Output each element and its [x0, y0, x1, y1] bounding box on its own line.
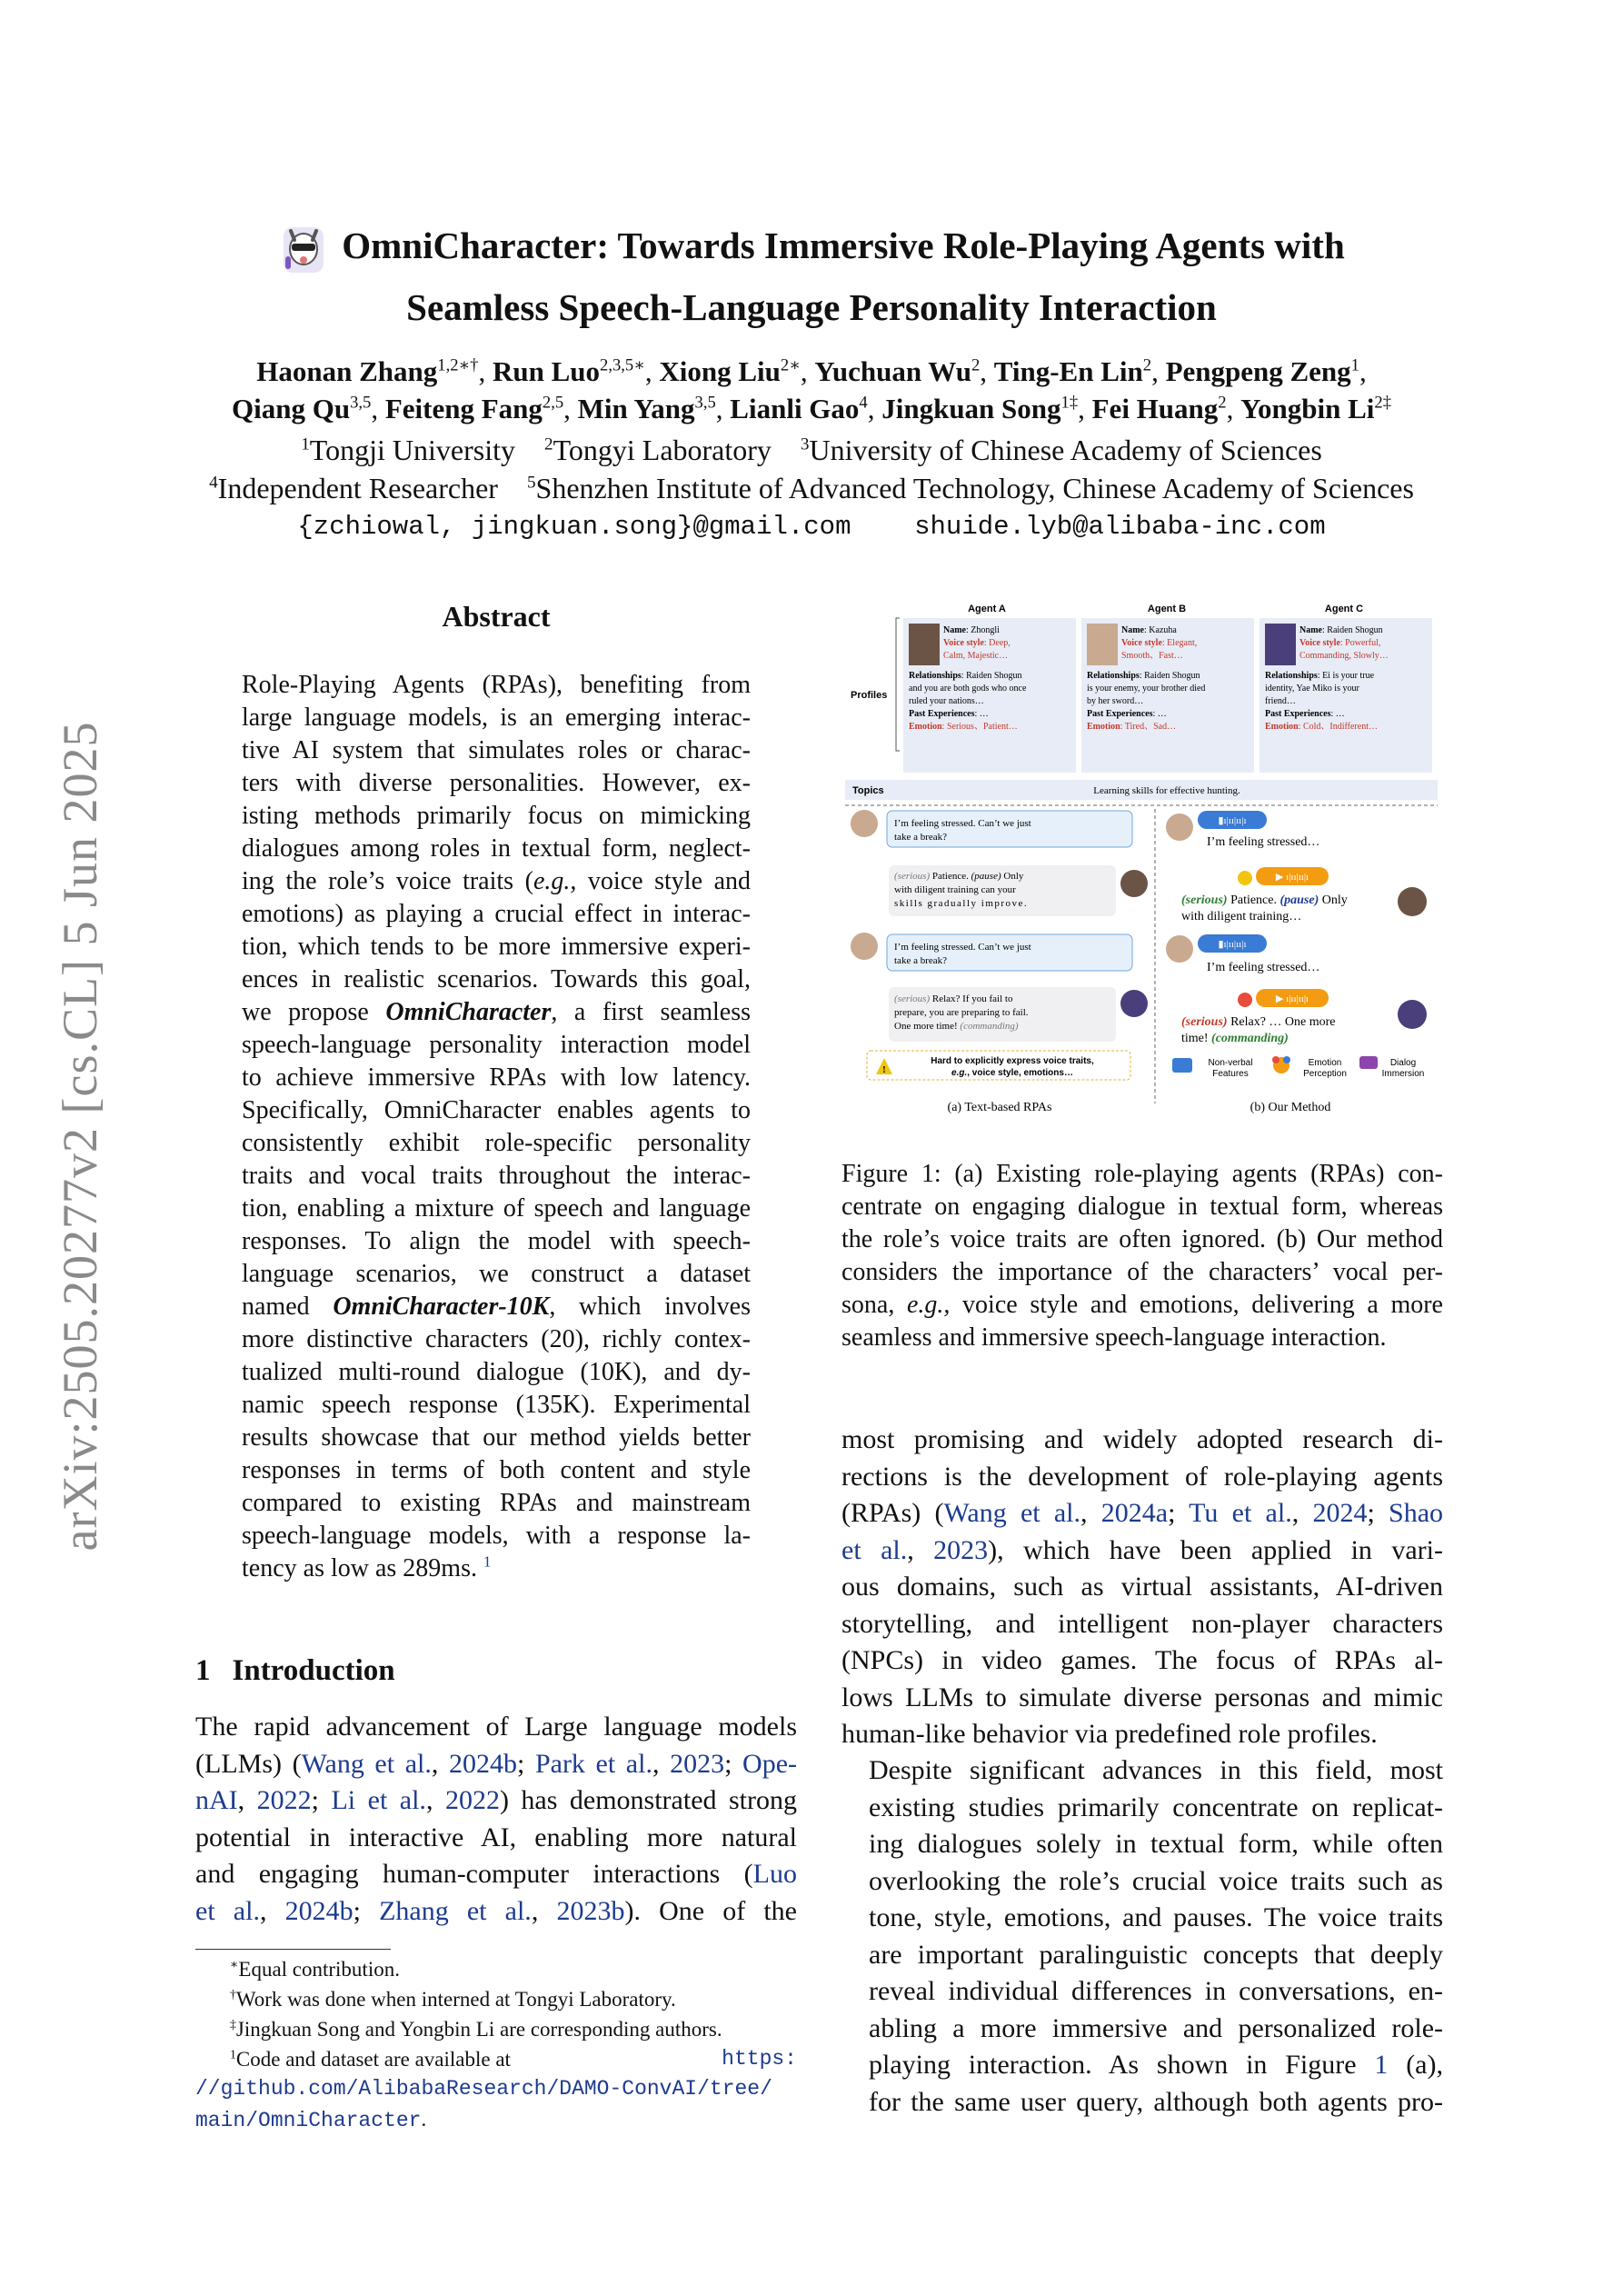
text-line: responses in terms of both content and style — [242, 1456, 751, 1484]
affiliation-number: 4 — [209, 473, 218, 493]
author-affiliation-mark: 2 — [971, 355, 981, 375]
footnote-ref-1[interactable]: 1 — [483, 1552, 492, 1571]
text-line: named OmniCharacter-10K, which involves — [242, 1293, 751, 1321]
text-line: considers the importance of the characters’ vocal per- — [841, 1258, 1443, 1286]
subfigure-b-caption: (b) Our Method — [1250, 1101, 1331, 1114]
agent-a-avatar-dialog — [1398, 887, 1427, 916]
svg-text:▮ı|ıı|ıı|ı: ▮ı|ıı|ıı|ı — [1218, 815, 1247, 826]
text-line: ters with diverse personalities. However, ex- — [242, 769, 751, 797]
svg-text:is your enemy, your brother di: is your enemy, your brother died — [1087, 684, 1206, 694]
svg-text:I’m feeling stressed. Can’t we: I’m feeling stressed. Can’t we just — [894, 818, 1031, 829]
svg-text:I’m feeling stressed. Can’t we: I’m feeling stressed. Can’t we just — [894, 942, 1031, 953]
non-verbal-icon — [1172, 1058, 1192, 1073]
author-name: Pengpeng Zeng — [1165, 355, 1351, 387]
profiles-label: Profiles — [851, 690, 888, 701]
title-line-2: Seamless Speech-Language Personality Interaction — [406, 285, 1217, 328]
svg-text:I’m feeling stressed…: I’m feeling stressed… — [1207, 835, 1320, 849]
text-line: tion, which tends to be more immersive experi- — [242, 933, 751, 961]
author-affiliation-mark: 2,3,5∗ — [600, 355, 645, 375]
svg-text:Perception: Perception — [1303, 1069, 1347, 1079]
text-line: and engaging human-computer interactions (Luo — [195, 1859, 797, 1889]
svg-text:!: ! — [882, 1064, 886, 1075]
text-line: tone, style, emotions, and pauses. The voice traits — [869, 1902, 1443, 1932]
text-line: large language models, is an emerging interac- — [242, 704, 751, 732]
figure-caption — [841, 1158, 1443, 1354]
footnotes — [195, 1954, 797, 2136]
svg-text:Name: Raiden Shogun: Name: Raiden Shogun — [1299, 625, 1383, 635]
section-number: 1 — [195, 1654, 211, 1687]
svg-text:Smooth、Fast…: Smooth、Fast… — [1121, 651, 1183, 661]
affiliation-name: Independent Researcher — [217, 472, 498, 504]
left-dialog — [851, 810, 1148, 1080]
author-affiliation-mark: 3,5 — [350, 393, 372, 413]
section-title: Introduction — [232, 1654, 395, 1687]
text-line: ences in realistic scenarios. Towards this goal, — [242, 965, 751, 993]
user-avatar — [1166, 814, 1193, 841]
svg-text:ruled your nations…: ruled your nations… — [909, 696, 984, 706]
text-line: more distinctive characters (20), richly contex- — [242, 1325, 751, 1353]
agent-b-avatar — [1087, 624, 1118, 665]
svg-text:Relationships: Raiden Shogun: Relationships: Raiden Shogun — [909, 671, 1022, 681]
author-affiliation-mark: 4 — [859, 393, 868, 413]
affiliation-number: 1 — [301, 434, 310, 454]
text-line: to achieve immersive RPAs with low latency. — [242, 1063, 751, 1092]
author-name: Xiong Liu — [659, 355, 781, 387]
svg-text:Non-verbal: Non-verbal — [1208, 1058, 1253, 1068]
svg-text:Emotion: Cold、Indifferent…: Emotion: Cold、Indifferent… — [1265, 722, 1378, 732]
text-line: are important paralinguistic concepts that deeply — [869, 1939, 1443, 1970]
author-affiliation-mark: 2 — [1218, 393, 1227, 413]
svg-text:by her sword…: by her sword… — [1087, 696, 1144, 706]
footnote-equal: ∗Equal contribution. — [230, 1957, 400, 1981]
agent-b-profile — [1081, 618, 1254, 773]
intro-right-paragraph-1 — [841, 1422, 1443, 1753]
svg-text:Voice style: Deep,: Voice style: Deep, — [943, 638, 1011, 648]
text-line: nAI, 2022; Li et al., 2022) has demonstrated strong — [195, 1785, 798, 1815]
svg-text:identity, Yae Miko is your: identity, Yae Miko is your — [1265, 684, 1359, 694]
footnote-corresponding: ‡Jingkuan Song and Yongbin Li are corresponding authors. — [230, 2017, 722, 2041]
footnote-code: $^1$Code and dataset are available at https: — [195, 2044, 797, 2074]
svg-text:Name: Zhongli: Name: Zhongli — [943, 625, 1000, 635]
author-affiliation-mark: 2‡ — [1374, 393, 1391, 413]
svg-text:with diligent training can you: with diligent training can your — [894, 884, 1016, 895]
author-name: Run Luo — [492, 355, 601, 387]
agent-c-profile — [1260, 618, 1432, 773]
user-avatar — [851, 810, 878, 837]
text-line: we propose OmniCharacter, a first seamless — [242, 998, 752, 1026]
svg-text:Voice style: Powerful,: Voice style: Powerful, — [1299, 638, 1381, 648]
text-line: playing interaction. As shown in Figure 1 (a), — [869, 2050, 1443, 2080]
text-line: reveal individual differences in conversations, en- — [869, 1976, 1443, 2006]
affiliation-name: Tongji University — [309, 434, 515, 466]
text-line: speech-language personality interaction model — [242, 1031, 751, 1059]
agent-c-header: Agent C — [1324, 604, 1364, 614]
svg-text:Commanding, Slowly…: Commanding, Slowly… — [1299, 651, 1389, 661]
text-line: ing dialogues solely in textual form, while often — [869, 1829, 1443, 1859]
text-line: Figure 1: (a) Existing role-playing agents (RPAs) con- — [841, 1160, 1443, 1188]
code-link-part-3[interactable]: main/OmniCharacter — [195, 2109, 422, 2132]
svg-text:Past Experiences: …: Past Experiences: … — [1087, 709, 1167, 719]
svg-text:Past Experiences: …: Past Experiences: … — [1265, 709, 1345, 719]
author-affiliation-mark: 1‡ — [1060, 393, 1079, 413]
intro-right-paragraph-2 — [841, 1752, 1443, 2121]
affiliation-name: Shenzhen Institute of Advanced Technology, Chinese Academy of Sciences — [535, 472, 1414, 504]
text-line: for the same user query, although both agents pro- — [869, 2086, 1443, 2117]
text-line: tency as low as 289ms. $^1$ — [242, 1552, 492, 1582]
email-line — [0, 509, 1623, 545]
text-line: results showcase that our method yields better — [242, 1423, 751, 1452]
user-avatar — [1166, 935, 1193, 963]
svg-text:Name: Kazuha: Name: Kazuha — [1121, 625, 1177, 635]
affiliation-line-2 — [0, 469, 1623, 507]
footnote-intern: †Work was done when interned at Tongyi Laboratory. — [230, 1987, 676, 2011]
text-line: storytelling, and intelligent non-player characters — [841, 1608, 1443, 1639]
llama-mascot-icon — [278, 222, 329, 278]
title-line-1: OmniCharacter: Towards Immersive Role-Playing Agents with — [342, 225, 1345, 266]
author-name: Yuchuan Wu — [814, 355, 971, 387]
intro-left-column — [195, 1709, 797, 1930]
author-affiliation-mark: 2∗ — [780, 355, 801, 375]
text-line: ous domains, such as virtual assistants, AI-driven — [841, 1572, 1443, 1602]
svg-text:I’m feeling stressed…: I’m feeling stressed… — [1207, 961, 1320, 974]
section-heading-introduction — [195, 1654, 395, 1688]
user-avatar — [851, 933, 878, 960]
agent-b-header: Agent B — [1147, 604, 1187, 614]
author-name: Yongbin Li — [1240, 393, 1375, 424]
text-line: (LLMs) (Wang et al., 2024b; Park et al., 2023; Ope- — [195, 1748, 798, 1779]
text-line: potential in interactive AI, enabling more natural — [195, 1822, 797, 1852]
svg-text:(serious) Relax? If you fail t: (serious) Relax? If you fail to — [894, 993, 1013, 1004]
svg-text:Hard to explicitly express voi: Hard to explicitly express voice traits, — [931, 1056, 1094, 1066]
author-name: Haonan Zhang — [256, 355, 438, 387]
affiliation-number: 2 — [543, 434, 553, 454]
figure-1 — [841, 594, 1441, 1140]
text-line: responses. To align the model with speech- — [242, 1227, 751, 1255]
author-name: Feiteng Fang — [384, 393, 543, 424]
svg-text:prepare, you are preparing to: prepare, you are preparing to fail. — [894, 1007, 1029, 1018]
text-line: existing studies primarily concentrate on replicat- — [869, 1792, 1443, 1822]
svg-text:Features: Features — [1212, 1069, 1249, 1079]
svg-text:Voice style: Elegant,: Voice style: Elegant, — [1121, 638, 1198, 648]
svg-text:Emotion: Emotion — [1308, 1058, 1342, 1068]
author-name: Lianli Gao — [730, 393, 860, 424]
svg-text:skills gradually improve.: skills gradually improve. — [894, 898, 1029, 909]
topics-label: Topics — [852, 785, 884, 796]
text-line: centrate on engaging dialogue in textual form, whereas — [841, 1193, 1443, 1221]
text-line: rections is the development of role-playing agents — [841, 1461, 1443, 1492]
svg-text:time! (commanding): time! (commanding) — [1181, 1032, 1289, 1045]
text-line: human-like behavior via predefined role profiles. — [841, 1719, 1378, 1749]
svg-text:e.g., voice style, emotions…: e.g., voice style, emotions… — [951, 1068, 1073, 1078]
svg-text:Emotion: Serious、Patient…: Emotion: Serious、Patient… — [909, 722, 1018, 732]
affiliation-name: University of Chinese Academy of Sciences — [809, 434, 1322, 466]
text-line: The rapid advancement of Large language models — [195, 1712, 797, 1742]
affiliation-number: 3 — [800, 434, 810, 454]
svg-text:(serious) Relax? … One more: (serious) Relax? … One more — [1181, 1015, 1336, 1029]
text-line: tion, enabling a mixture of speech and language — [242, 1194, 751, 1223]
text-line: tive AI system that simulates roles or charac- — [242, 736, 751, 764]
author-affiliation-mark: 1,2∗† — [437, 355, 479, 375]
svg-text:Past Experiences: …: Past Experiences: … — [909, 709, 989, 719]
code-link-part-2[interactable]: //github.com/AlibabaResearch/DAMO-ConvAI/tree/ — [195, 2077, 772, 2101]
text-line: lows LLMs to simulate diverse personas and mimic — [841, 1682, 1443, 1712]
email-2: shuide.lyb@alibaba-inc.com — [914, 512, 1326, 542]
agent-a-profile — [903, 618, 1076, 773]
abstract-body — [242, 669, 751, 1585]
text-line: consistently exhibit role-specific personality — [242, 1129, 751, 1157]
svg-text:Emotion: Tired、Sad…: Emotion: Tired、Sad… — [1087, 722, 1177, 732]
code-link-part-3-line: main/OmniCharacter. — [195, 2108, 427, 2132]
svg-text:Relationships: Raiden Shogun: Relationships: Raiden Shogun — [1087, 671, 1200, 681]
dialog-immersion-icon — [1359, 1056, 1378, 1069]
text-line: namic speech response (135K). Experimental — [242, 1391, 751, 1419]
emotion-face-icon — [1238, 871, 1252, 885]
right-dialog — [1166, 811, 1427, 1079]
text-line: et al., 2023), which have been applied in vari- — [841, 1534, 1443, 1565]
footnote-divider — [195, 1949, 391, 1950]
text-line: abling a more immersive and personalized role- — [869, 2012, 1443, 2043]
svg-text:and you are both gods who once: and you are both gods who once — [909, 684, 1027, 694]
author-affiliation-mark: 2 — [1142, 355, 1152, 375]
svg-text:Dialog: Dialog — [1389, 1058, 1417, 1068]
text-line: overlooking the role’s crucial voice traits such as — [869, 1865, 1443, 1896]
text-line: ing the role’s voice traits (e.g., voice style and — [242, 867, 751, 895]
text-line: traits and vocal traits throughout the interac- — [242, 1162, 751, 1190]
text-line: Role-Playing Agents (RPAs), benefiting from — [242, 671, 751, 699]
code-link-part-1[interactable]: https: — [722, 2047, 797, 2071]
svg-text:One more time! (commanding): One more time! (commanding) — [894, 1021, 1019, 1032]
agent-a-avatar-dialog — [1120, 870, 1148, 897]
svg-text:(serious) Patience. (pause) On: (serious) Patience. (pause) Only — [1181, 893, 1348, 907]
text-line: tualized multi-round dialogue (10K), and dy- — [242, 1358, 751, 1386]
topic-text: Learning skills for effective hunting. — [1093, 785, 1240, 796]
affiliation-line-1 — [0, 431, 1623, 469]
text-line: Despite significant advances in this field, most — [869, 1755, 1443, 1785]
text-line: dialogues among roles in textual form, neglect- — [242, 834, 751, 863]
svg-text:Relationships: Ei is your true: Relationships: Ei is your true — [1265, 671, 1375, 681]
email-1: {zchiowal, jingkuan.song}@gmail.com — [297, 512, 851, 542]
author-affiliation-mark: 2,5 — [542, 393, 564, 413]
abstract-heading: Abstract — [442, 600, 551, 633]
text-line: sona, e.g., voice style and emotions, delivering a more — [841, 1291, 1443, 1319]
author-name: Jingkuan Song — [881, 393, 1061, 424]
agent-a-header: Agent A — [968, 604, 1006, 614]
text-line: isting methods primarily focus on mimicking — [242, 802, 751, 830]
author-affiliation-mark: 3,5 — [694, 393, 716, 413]
svg-text:with diligent training…: with diligent training… — [1181, 910, 1302, 923]
text-line: emotions) as playing a crucial effect in interac- — [242, 900, 751, 928]
text-line: seamless and immersive speech-language interaction. — [841, 1323, 1387, 1352]
svg-text:friend…: friend… — [1265, 696, 1296, 706]
subfigure-a-caption: (a) Text-based RPAs — [947, 1101, 1052, 1114]
emotion-face-icon — [1238, 993, 1252, 1007]
author-affiliation-mark: 1 — [1350, 355, 1359, 375]
author-name: Ting-En Lin — [993, 355, 1143, 387]
author-name: Min Yang — [577, 393, 695, 424]
author-line-2: Qiang Qu$^{3,5}$, Feiteng Fang$^{2,5}$, Min Yang$^{3,5}$, Lianli Gao$^4$, Jingkuan Song$^{1\ddagger}$, Fei Huang$^2$, Yongbin $Li^{2\ddagger}$ — [232, 393, 1391, 424]
svg-text:▶ ı|ıı|ıı|ı: ▶ ı|ıı|ıı|ı — [1275, 872, 1309, 883]
text-line: the role’s voice traits are often ignored. (b) Our method — [841, 1225, 1443, 1253]
svg-text:▮ı|ıı|ıı|ı: ▮ı|ıı|ıı|ı — [1218, 939, 1247, 950]
agent-c-avatar-dialog — [1398, 1000, 1427, 1029]
agent-c-avatar — [1265, 624, 1296, 665]
text-line: most promising and widely adopted research di- — [841, 1424, 1443, 1454]
arxiv-stamp: arXiv:2505.20277v2 [cs.CL] 5 Jun 2025 — [53, 721, 107, 1552]
svg-text:(serious) Patience. (pause) On: (serious) Patience. (pause) Only — [894, 871, 1024, 882]
text-line: language scenarios, we construct a dataset — [242, 1260, 751, 1288]
author-name: Qiang Qu — [232, 393, 351, 424]
svg-text:▶ ı|ıı|ıı|ı: ▶ ı|ıı|ıı|ı — [1275, 993, 1309, 1004]
paper-title — [0, 216, 1623, 336]
text-line: speech-language models, with a response la- — [242, 1522, 751, 1550]
affiliations — [0, 431, 1623, 507]
agent-c-avatar-dialog — [1120, 990, 1148, 1017]
author-line-1: Haonan Zhang$^{1,2∗\dagger}$, Run Luo$^{2,3,5∗}$, Xiong Liu$^{2∗}$, Yuchuan Wu$^2$, Ting-En Lin$^2$, Pengpeng Zeng$^1$, — [256, 355, 1367, 387]
svg-text:Immersion: Immersion — [1381, 1069, 1425, 1079]
text-line: (RPAs) (Wang et al., 2024a; Tu et al., 2024; Shao — [841, 1498, 1444, 1528]
svg-text:Calm, Majestic…: Calm, Majestic… — [943, 651, 1009, 661]
text-line: Specifically, OmniCharacter enables agents to — [242, 1096, 751, 1124]
author-list — [0, 353, 1623, 427]
text-line: et al., 2024b; Zhang et al., 2023b). One of the — [195, 1895, 797, 1926]
svg-text:take a break?: take a break? — [894, 955, 948, 966]
svg-text:take a break?: take a break? — [894, 832, 948, 843]
author-name: Fei Huang — [1091, 393, 1219, 424]
agent-a-avatar — [909, 624, 940, 665]
text-line: compared to existing RPAs and mainstream — [242, 1489, 751, 1517]
affiliation-name: Tongyi Laboratory — [553, 434, 772, 466]
text-line: (NPCs) in video games. The focus of RPAs al- — [841, 1645, 1443, 1675]
affiliation-number: 5 — [526, 473, 536, 493]
